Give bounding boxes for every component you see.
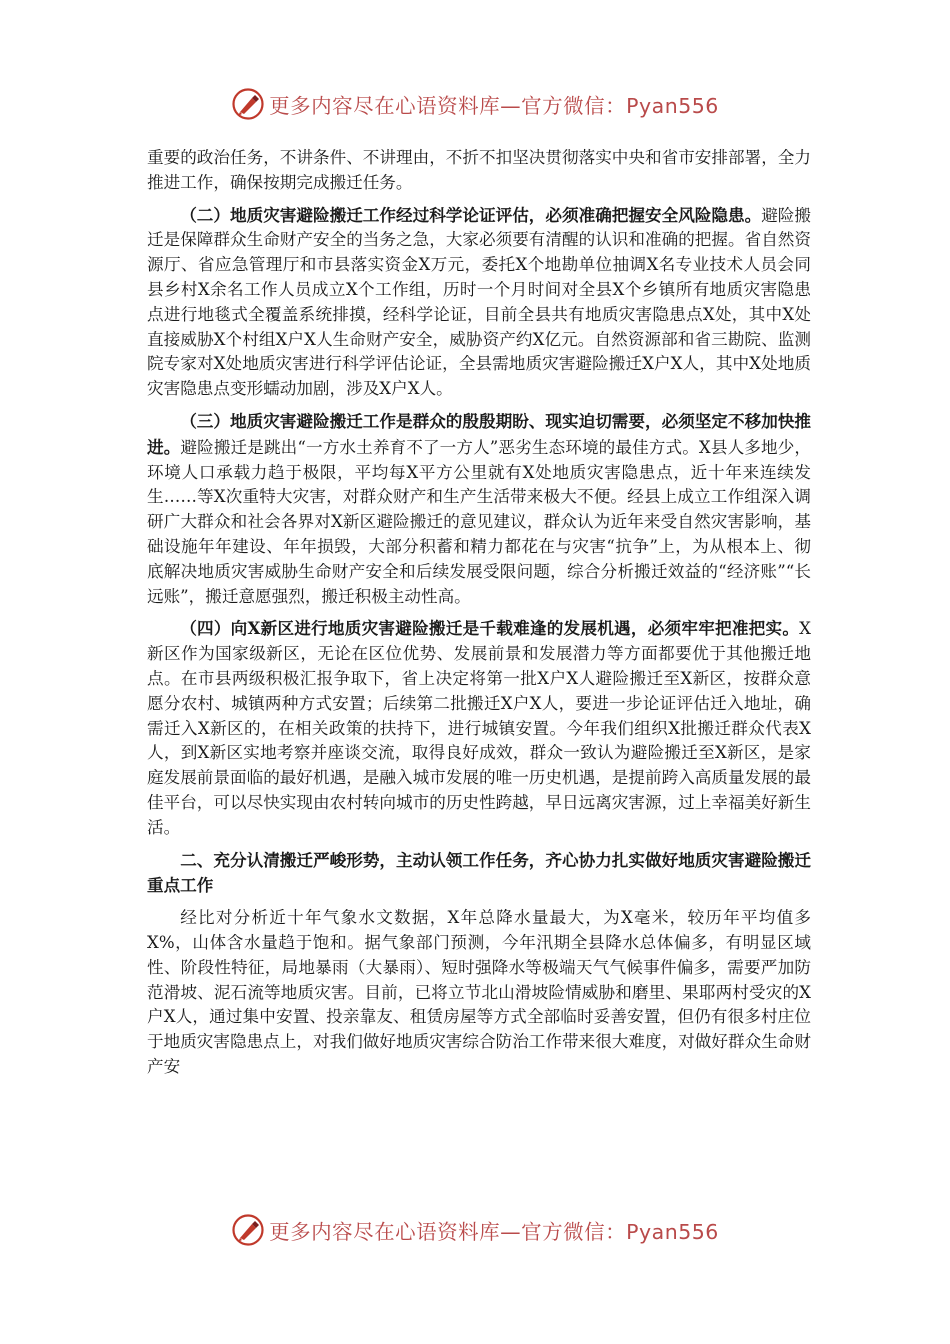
section-heading: （二）地质灾害避险搬迁工作经过科学论证评估，必须准确把握安全风险隐患。 <box>180 204 762 225</box>
banner-text: 更多内容尽在心语资料库—官方微信：Pyan556 <box>269 1220 719 1244</box>
section-heading: （三）地质灾害避险搬迁工作是群众的殷殷期盼、现实迫切需要，必须坚定不移加快推进。 <box>147 410 811 457</box>
body-paragraph <box>147 906 811 1080</box>
section-paragraph-2 <box>147 203 811 402</box>
document-body <box>147 146 811 1080</box>
banner-text: 更多内容尽在心语资料库—官方微信：Pyan556 <box>269 94 719 118</box>
paragraph-text: 避险搬迁是跳出“一方水土养育不了一方人”恶劣生态环境的最佳方式。X县人多地少，环境人口承载力趋于极限，平均每X平方公里就有X处地质灾害隐患点，近十年来连续发生……等X次重特大灾害，对群众财产和生产生活带来极大不便。经县上成立工作组深入调研广大群众和社会各界对X新区避险搬迁的意见建议，群众认为近年来受自然灾害影响，基础设施年年建设、年年损毁，大部分积蓄和精力都花在与灾害“抗争”上，为从根本上、彻底解决地质灾害威胁生命财产安全和后续发展受限问题，综合分析搬迁效益的“经济账”“长远账”，搬迁意愿强烈，搬迁积极主动性高。 <box>147 437 811 606</box>
section-heading: 二、充分认清搬迁严峻形势，主动认领工作任务，齐心协力扎实做好地质灾害避险搬迁重点工作 <box>147 849 811 896</box>
section-paragraph-3 <box>147 409 811 609</box>
paragraph-text: 经比对分析近十年气象水文数据，X年总降水量最大，为X毫米，较历年平均值多X%，山体含水量趋于饱和。据气象部门预测，今年汛期全县降水总体偏多，有明显区域性、阶段性特征，局地暴雨（大暴雨）、短时强降水等极端天气气候事件偏多，需要严加防范滑坡、泥石流等地质灾害。目前，已将立节北山滑坡险情威胁和磨里、果耶两村受灾的X户X人，通过集中安置、投亲靠友、租赁房屋等方式全部临时妥善安置，但仍有很多村庄位于地质灾害隐患点上，对我们做好地质灾害综合防治工作带来很大难度，对做好群众生命财产安 <box>147 908 811 1076</box>
paragraph-text: 重要的政治任务，不讲条件、不讲理由，不折不扣坚决贯彻落实中央和省市安排部署，全力推进工作，确保按期完成搬迁任务。 <box>147 148 811 192</box>
paragraph-continuation <box>147 146 811 196</box>
section-heading: （四）向X新区进行地质灾害避险搬迁是千载难逢的发展机遇，必须牢牢把准把实。 <box>180 618 800 639</box>
pen-nib-logo-icon <box>231 1213 265 1247</box>
paragraph-text: 避险搬迁是保障群众生命财产安全的当务之急，大家必须要有清醒的认识和准确的把握。省自然资源厅、省应急管理厅和市县落实资金X万元，委托X个地勘单位抽调X名专业技术人员会同县乡村X余名工作人员成立X个工作组，历时一个月时间对全县X个乡镇所有地质灾害隐患点进行地毯式全覆盖系统排摸，经科学论证，目前全县共有地质灾害隐患点X处，其中X处直接威胁X个村组X户X人生命财产安全，威胁资产约X亿元。自然资源部和省三勘院、监测院专家对X处地质灾害进行科学评估论证，全县需地质灾害避险搬迁X户X人，其中X处地质灾害隐患点变形蠕动加剧，涉及X户X人。 <box>147 205 811 399</box>
section-paragraph-4 <box>147 616 811 840</box>
paragraph-text: X新区作为国家级新区，无论在区位优势、发展前景和发展潜力等方面都要优于其他搬迁地点。在市县两级积极汇报争取下，省上决定将第一批X户X人避险搬迁至X新区，按群众意愿分农村、城镇两种方式安置；后续第二批搬迁X户X人，要进一步论证评估迁入地址，确需迁入X新区的，在相关政策的扶持下，进行城镇安置。今年我们组织X批搬迁群众代表X人，到X新区实地考察并座谈交流，取得良好成效，群众一致认为避险搬迁至X新区，是家庭发展前景面临的最好机遇，是融入城市发展的唯一历史机遇，是提前跨入高质量发展的最佳平台，可以尽快实现由农村转向城市的历史性跨越，早日远离灾害源，过上幸福美好新生活。 <box>147 619 811 837</box>
footer-banner <box>0 1208 950 1252</box>
header-banner <box>0 82 950 126</box>
pen-nib-logo-icon <box>231 87 265 121</box>
chapter-heading <box>147 848 811 900</box>
